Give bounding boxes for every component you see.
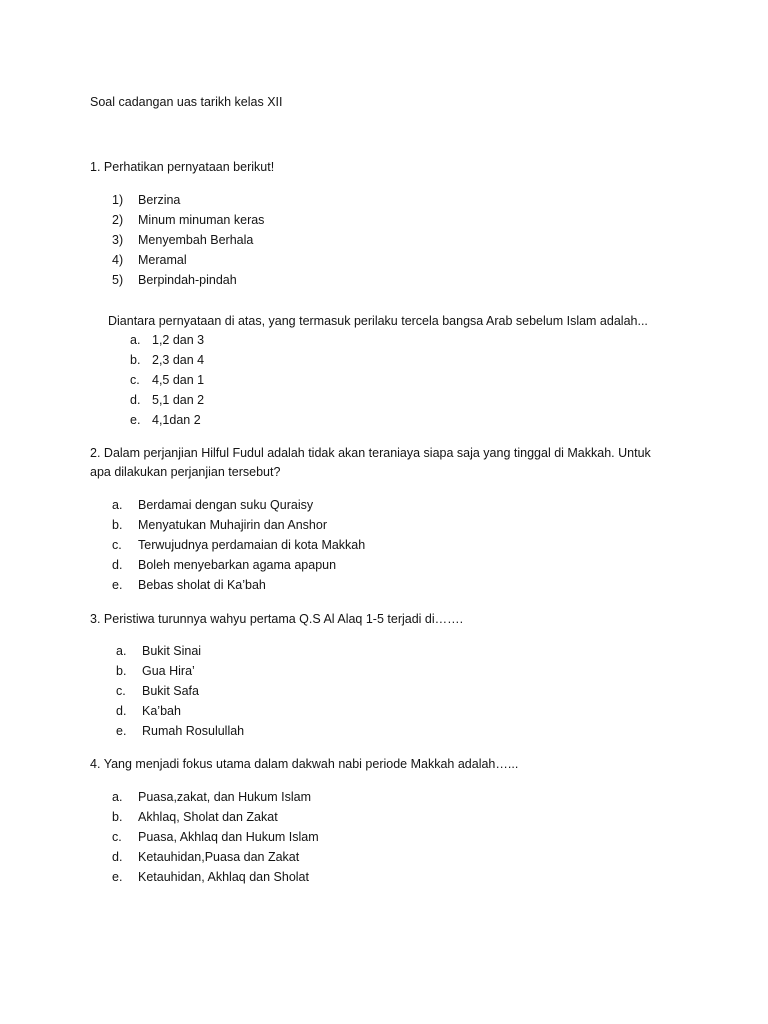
option-item [112,497,313,513]
question-number: 4. [90,757,101,771]
option-letter: b. [112,810,123,824]
statement-marker: 5) [112,273,124,287]
option-item [112,849,299,865]
option-letter: c. [116,684,126,698]
option-item [112,517,327,533]
option-item [112,789,311,805]
option-letter: c. [112,830,122,844]
option-text: Puasa, Akhlaq dan Hukum Islam [138,830,319,844]
option-letter: e. [112,578,123,592]
option-text: 5,1 dan 2 [152,393,205,407]
option-text: Ketauhidan,Puasa dan Zakat [138,850,300,864]
option-item [130,332,204,348]
statement-text: Berzina [138,193,181,207]
option-text: 1,2 dan 3 [152,333,205,347]
option-letter: b. [112,518,123,532]
statement-text: Meramal [138,253,187,267]
option-letter: c. [130,373,140,387]
option-letter: e. [112,870,123,884]
option-text: 4,1dan 2 [152,413,201,427]
option-text: Bukit Safa [142,684,199,698]
option-item [112,869,309,885]
question-4 [90,756,518,772]
option-letter: b. [130,353,141,367]
question-text: Dalam perjanjian Hilful Fudul adalah tidak akan teraniaya siapa saja yang tinggal di Makkah. Untuk [103,446,651,460]
option-letter: a. [112,790,123,804]
option-item [112,537,365,553]
option-item [116,643,201,659]
option-letter: d. [130,393,141,407]
option-text: Gua Hira’ [142,664,195,678]
option-item [112,557,336,573]
option-letter: a. [130,333,141,347]
question-3 [90,611,463,627]
statement-text: Berpindah-pindah [138,273,237,287]
option-item [130,372,204,388]
option-text: Bukit Sinai [142,644,202,658]
question-prompt: Diantara pernyataan di atas, yang termasuk perilaku tercela bangsa Arab sebelum Islam adalah... [108,314,648,328]
option-item [112,809,278,825]
option-text: Boleh menyebarkan agama apapun [138,558,337,572]
question-text: Perhatikan pernyataan berikut! [103,160,275,174]
statement-item [112,192,180,208]
statement-item [112,232,253,248]
option-letter: a. [116,644,127,658]
option-letter: b. [116,664,127,678]
option-letter: e. [130,413,141,427]
option-text: Rumah Rosulullah [142,724,245,738]
question-2 [90,445,651,461]
question-text-continued: apa dilakukan perjanjian tersebut? [90,465,281,479]
option-text: Terwujudnya perdamaian di kota Makkah [138,538,366,552]
option-letter: a. [112,498,123,512]
question-text: Peristiwa turunnya wahyu pertama Q.S Al Alaq 1-5 terjadi di……. [103,612,464,626]
statement-item [112,252,187,268]
document-title: Soal cadangan uas tarikh kelas XII [90,95,283,109]
statement-marker: 3) [112,233,124,247]
option-letter: d. [112,850,123,864]
option-item [116,663,195,679]
statement-marker: 4) [112,253,124,267]
option-letter: c. [112,538,122,552]
option-item [130,392,204,408]
option-text: Puasa,zakat, dan Hukum Islam [138,790,311,804]
question-text: Yang menjadi fokus utama dalam dakwah nabi periode Makkah adalah…... [103,757,519,771]
option-item [112,577,266,593]
statement-item [112,212,264,228]
option-item [116,723,244,739]
statement-marker: 1) [112,193,124,207]
option-item [116,703,181,719]
option-letter: d. [116,704,127,718]
option-text: Akhlaq, Sholat dan Zakat [138,810,278,824]
option-item [112,829,319,845]
statement-item [112,272,237,288]
question-number: 3. [90,612,101,626]
statement-text: Menyembah Berhala [138,233,254,247]
option-item [116,683,199,699]
question-number: 2. [90,446,101,460]
option-item [130,412,201,428]
option-text: Bebas sholat di Ka’bah [138,578,266,592]
statement-text: Minum minuman keras [138,213,265,227]
question-1 [90,159,274,175]
option-text: Menyatukan Muhajirin dan Anshor [138,518,328,532]
option-text: Ka’bah [142,704,181,718]
option-letter: d. [112,558,123,572]
option-text: Ketauhidan, Akhlaq dan Sholat [138,870,309,884]
option-text: 2,3 dan 4 [152,353,205,367]
option-text: 4,5 dan 1 [152,373,205,387]
option-item [130,352,204,368]
statement-marker: 2) [112,213,124,227]
option-letter: e. [116,724,127,738]
option-text: Berdamai dengan suku Quraisy [138,498,314,512]
question-number: 1. [90,160,101,174]
